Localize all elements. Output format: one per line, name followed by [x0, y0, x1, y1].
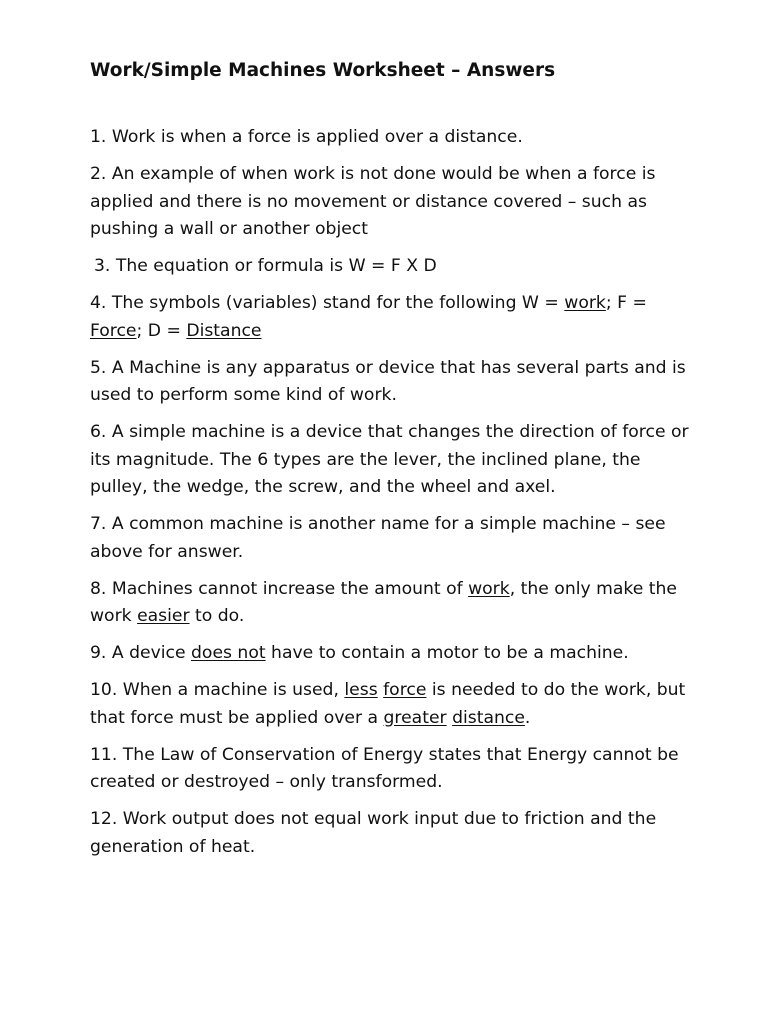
answer-5 [90, 355, 690, 410]
answer-text: 5. A Machine is any apparatus or device that has several parts and is used to perform some kind of work. [90, 357, 686, 405]
underlined-term: easier [137, 606, 190, 626]
answer-10 [90, 677, 690, 732]
document-body [90, 58, 690, 871]
answer-text: 3. The equation or formula is W = F X D [94, 256, 437, 276]
underlined-term: force [383, 680, 427, 700]
answer-text: 8. Machines cannot increase the amount of [90, 578, 469, 599]
answer-9 [90, 640, 690, 668]
answer-text: 10. When a machine is used, [90, 680, 345, 700]
answer-text: ; D = [136, 320, 187, 341]
answer-6 [90, 419, 690, 502]
underlined-term: work [468, 578, 510, 599]
underlined-term: Distance [186, 320, 262, 341]
answer-text: 4. The symbols (variables) stand for the following W = [90, 293, 565, 313]
answer-text: is needed to do the work, but that force must be applied over a [90, 680, 686, 728]
document-title: Work/Simple Machines Worksheet – Answers [90, 60, 556, 81]
underlined-term: less [344, 680, 378, 700]
underlined-term: distance [452, 707, 525, 728]
answer-11 [90, 742, 690, 797]
answer-text: , the only make the work [90, 578, 677, 626]
answer-text: 7. A common machine is another name for a simple machine – see above for answer. [90, 514, 666, 562]
answer-8 [90, 576, 690, 631]
answer-text: 2. An example of when work is not done would be when a force is applied and there is no movement or distance covered – such as pushing a wall or another object [90, 164, 656, 239]
answer-text: 11. The Law of Conservation of Energy states that Energy cannot be created or destroyed – only transformed. [90, 744, 679, 792]
answer-text: . [524, 707, 531, 728]
underlined-term: Force [90, 320, 137, 341]
answer-text: 9. A device [90, 643, 192, 663]
answer-4 [90, 290, 690, 345]
answer-text: 12. Work output does not equal work input due to friction and the generation of heat. [90, 809, 657, 857]
answer-text: 6. A simple machine is a device that changes the direction of force or its magnitude. The 6 types are the lever, the inclined plane, the pulley, the wedge, the screw, and the wheel and axel. [90, 422, 689, 497]
answer-text: to do. [189, 606, 245, 626]
answer-12 [90, 806, 690, 861]
underlined-term: work [564, 293, 606, 313]
answer-2 [90, 161, 690, 244]
underlined-term: greater [383, 707, 447, 728]
answer-text: 1. Work is when a force is applied over a distance. [90, 127, 523, 147]
answer-1 [90, 124, 690, 152]
answer-3 [90, 253, 690, 281]
answer-text: have to contain a motor to be a machine. [265, 643, 629, 663]
answer-7 [90, 511, 690, 566]
underlined-term: does not [191, 643, 266, 663]
answer-text: ; F = [605, 293, 647, 313]
